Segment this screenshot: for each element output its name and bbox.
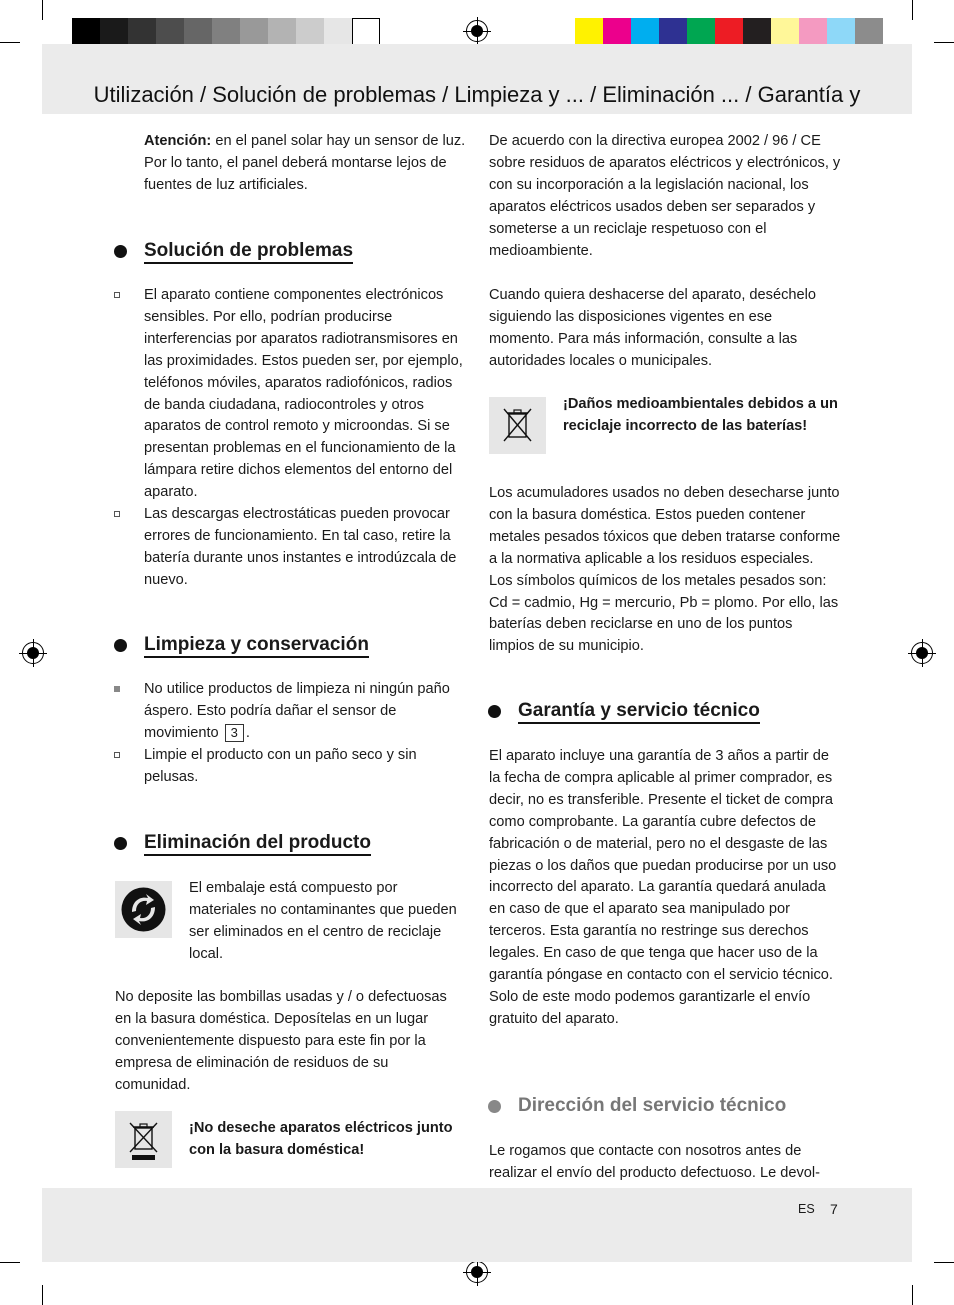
battery-text bbox=[489, 483, 841, 658]
warning-text: ¡No deseche aparatos eléctricos junto con la basura doméstica! bbox=[189, 1120, 453, 1158]
registration-mark-icon bbox=[911, 642, 933, 664]
color-swatch bbox=[324, 18, 352, 46]
warning-text: ¡Daños medioambientales debidos a un reciclaje incorrecto de las baterías! bbox=[563, 396, 838, 434]
attention-text: en el panel solar hay un sensor de luz. Por lo tanto, el panel deberá montarse lejos de fuentes de luz artificiales. bbox=[144, 133, 466, 193]
list-item-text: El aparato contiene componentes electrónicos sensibles. Por ello, podrían producirse interferencias por aparatos radiotransmisores en las proximidades. Estos pueden ser, por ejemplo, teléfonos móviles, aparatos radiofónicos, radios de banda ciudadana, radiocontroles y otros aparatos de control remoto y microondas. Si se presentan problemas en el funcionamiento de la lámpara retire dichos elementos del entorno del aparato. bbox=[144, 287, 463, 501]
color-swatch bbox=[72, 18, 100, 46]
problems-list bbox=[114, 285, 466, 592]
color-swatch bbox=[687, 18, 715, 46]
color-swatch bbox=[743, 18, 771, 46]
section-heading-warranty bbox=[518, 699, 760, 723]
heading-text: Dirección del servicio técnico bbox=[518, 1095, 787, 1116]
color-swatch bbox=[268, 18, 296, 46]
paragraph: Los acumuladores usados no deben desecharse junto con la basura doméstica. Estos pueden contener metales pesados tóxicos que deben tratarse conforme a la normativa aplicable a los residuos especiales. Los símbolos químicos de los metales pesados son: Cd = cadmio, Hg = mercurio, Pb = plomo. Por ello, las baterías deben reciclarse en uno de los puntos limpios de su municipio. bbox=[489, 485, 841, 655]
color-swatch bbox=[603, 18, 631, 46]
section-heading-cleaning bbox=[144, 633, 369, 657]
list-item-text: No utilice productos de limpieza ni ningún paño áspero. Esto podría dañar el sensor de movimiento bbox=[144, 681, 450, 741]
list-item-text: . bbox=[245, 724, 250, 741]
warranty-text bbox=[489, 746, 841, 1031]
page-title: Utilización / Solución de problemas / Limpieza y ... / Eliminación ... / Garantía y bbox=[93, 82, 861, 107]
heading-text: Solución de problemas bbox=[144, 240, 353, 264]
color-swatch bbox=[184, 18, 212, 46]
list-item-text: Limpie el producto con un paño seco y sin pelusas. bbox=[144, 746, 417, 785]
bulbs-text bbox=[115, 987, 466, 1097]
heading-text: Eliminación del producto bbox=[144, 832, 371, 856]
color-swatch bbox=[855, 18, 883, 46]
color-swatch bbox=[100, 18, 128, 46]
paragraph: No deposite las bombillas usadas y / o defectuosas en la basura doméstica. Deposítelas en un lugar convenientemente dispuesto para este fin por la empresa de eliminación de residuos de su comunidad. bbox=[115, 989, 447, 1093]
color-swatch bbox=[128, 18, 156, 46]
crop-mark bbox=[42, 0, 43, 20]
heading-text: Limpieza y conservación bbox=[144, 634, 369, 658]
list-item bbox=[114, 679, 466, 745]
cleaning-list bbox=[114, 679, 466, 789]
directive-text bbox=[489, 131, 841, 262]
checkbox-bullet-icon bbox=[114, 752, 120, 758]
part-reference-number: 3 bbox=[225, 724, 244, 742]
crossed-bin-icon bbox=[489, 397, 546, 454]
section-heading-disposal bbox=[144, 831, 371, 855]
bullet-dot-icon bbox=[488, 705, 501, 718]
color-swatch bbox=[575, 18, 603, 46]
page-number: 7 bbox=[830, 1201, 838, 1217]
checkbox-bullet-icon bbox=[114, 511, 120, 517]
color-swatch bbox=[631, 18, 659, 46]
list-item bbox=[114, 504, 466, 592]
crop-mark bbox=[42, 1285, 43, 1305]
footer-band bbox=[42, 1188, 912, 1262]
registration-mark-icon bbox=[466, 20, 488, 42]
battery-symbol-box bbox=[489, 397, 546, 454]
color-swatch bbox=[827, 18, 855, 46]
paragraph: El embalaje está compuesto por materiales no contaminantes que pueden ser eliminados en el centro de reciclaje local. bbox=[189, 880, 457, 962]
crop-mark bbox=[0, 1262, 20, 1263]
packaging-text bbox=[189, 878, 466, 966]
crop-mark bbox=[934, 1262, 954, 1263]
paragraph: Le rogamos que contacte con nosotros antes de realizar el envío del producto defectuoso. Le devol- bbox=[489, 1143, 820, 1181]
paragraph: El aparato incluye una garantía de 3 años a partir de la fecha de compra aplicable al primer comprador, es decir, no es transferible. Presente el ticket de compra como comprobante. La garantía cubre defectos de fabricación o de material, pero no el desgaste de las piezas o los daños que puedan producirse por un uso incorrecto del aparato. La garantía quedará anulada en caso de que el aparato sea manipulado por terceros. Esta garantía no restringe sus derechos legales. En caso de que tenga que hacer uso de la garantía póngase en contacto con el servicio técnico. Solo de este modo podemos garantizarle el envío gratuito del aparato. bbox=[489, 748, 837, 1027]
color-swatch bbox=[240, 18, 268, 46]
color-swatch bbox=[212, 18, 240, 46]
square-bullet-icon bbox=[114, 686, 120, 692]
color-swatch bbox=[659, 18, 687, 46]
paragraph: De acuerdo con la directiva europea 2002 / 96 / CE sobre residuos de aparatos eléctricos y electrónicos, y con su incorporación a la legislación nacional, los aparatos eléctricos usados deben ser separados y someterse a un reciclaje respetuoso con el medioambiente. bbox=[489, 133, 841, 259]
weee-symbol-box bbox=[115, 1111, 172, 1168]
paragraph: Cuando quiera deshacerse del aparato, deséchelo siguiendo las disposiciones vigentes en ese momento. Para más información, consulte a las autoridades locales o municipales. bbox=[489, 287, 816, 369]
crop-mark bbox=[912, 1285, 913, 1305]
recycling-symbol-box bbox=[115, 881, 172, 938]
language-code: ES bbox=[798, 1202, 815, 1216]
crop-mark bbox=[934, 42, 954, 43]
attention-label: Atención: bbox=[144, 133, 212, 149]
list-item-text: Las descargas electrostáticas pueden provocar errores de funcionamiento. En tal caso, retire la batería durante unos instantes e introdúzcala de nuevo. bbox=[144, 506, 457, 588]
registration-mark-icon bbox=[22, 642, 44, 664]
heading-text: Garantía y servicio técnico bbox=[518, 700, 760, 724]
weee-warning bbox=[189, 1118, 466, 1162]
color-swatch bbox=[799, 18, 827, 46]
list-item bbox=[114, 285, 466, 504]
color-swatch bbox=[352, 18, 380, 46]
color-swatch bbox=[715, 18, 743, 46]
bullet-dot-icon bbox=[488, 1100, 501, 1113]
green-dot-recycling-icon bbox=[115, 881, 172, 938]
crossed-bin-icon bbox=[115, 1111, 172, 1168]
list-item bbox=[114, 745, 466, 789]
crop-mark bbox=[912, 0, 913, 20]
section-heading-problems bbox=[144, 239, 353, 263]
checkbox-bullet-icon bbox=[114, 292, 120, 298]
bullet-dot-icon bbox=[114, 245, 127, 258]
color-swatch bbox=[771, 18, 799, 46]
section-heading-service bbox=[518, 1094, 786, 1118]
color-swatch bbox=[156, 18, 184, 46]
bullet-dot-icon bbox=[114, 837, 127, 850]
crop-mark bbox=[0, 42, 20, 43]
battery-warning bbox=[563, 394, 843, 438]
dispose-text bbox=[489, 285, 841, 373]
attention-note bbox=[144, 131, 466, 197]
registration-mark-icon bbox=[466, 1261, 488, 1283]
bullet-dot-icon bbox=[114, 639, 127, 652]
service-text bbox=[489, 1141, 841, 1185]
color-swatch bbox=[296, 18, 324, 46]
